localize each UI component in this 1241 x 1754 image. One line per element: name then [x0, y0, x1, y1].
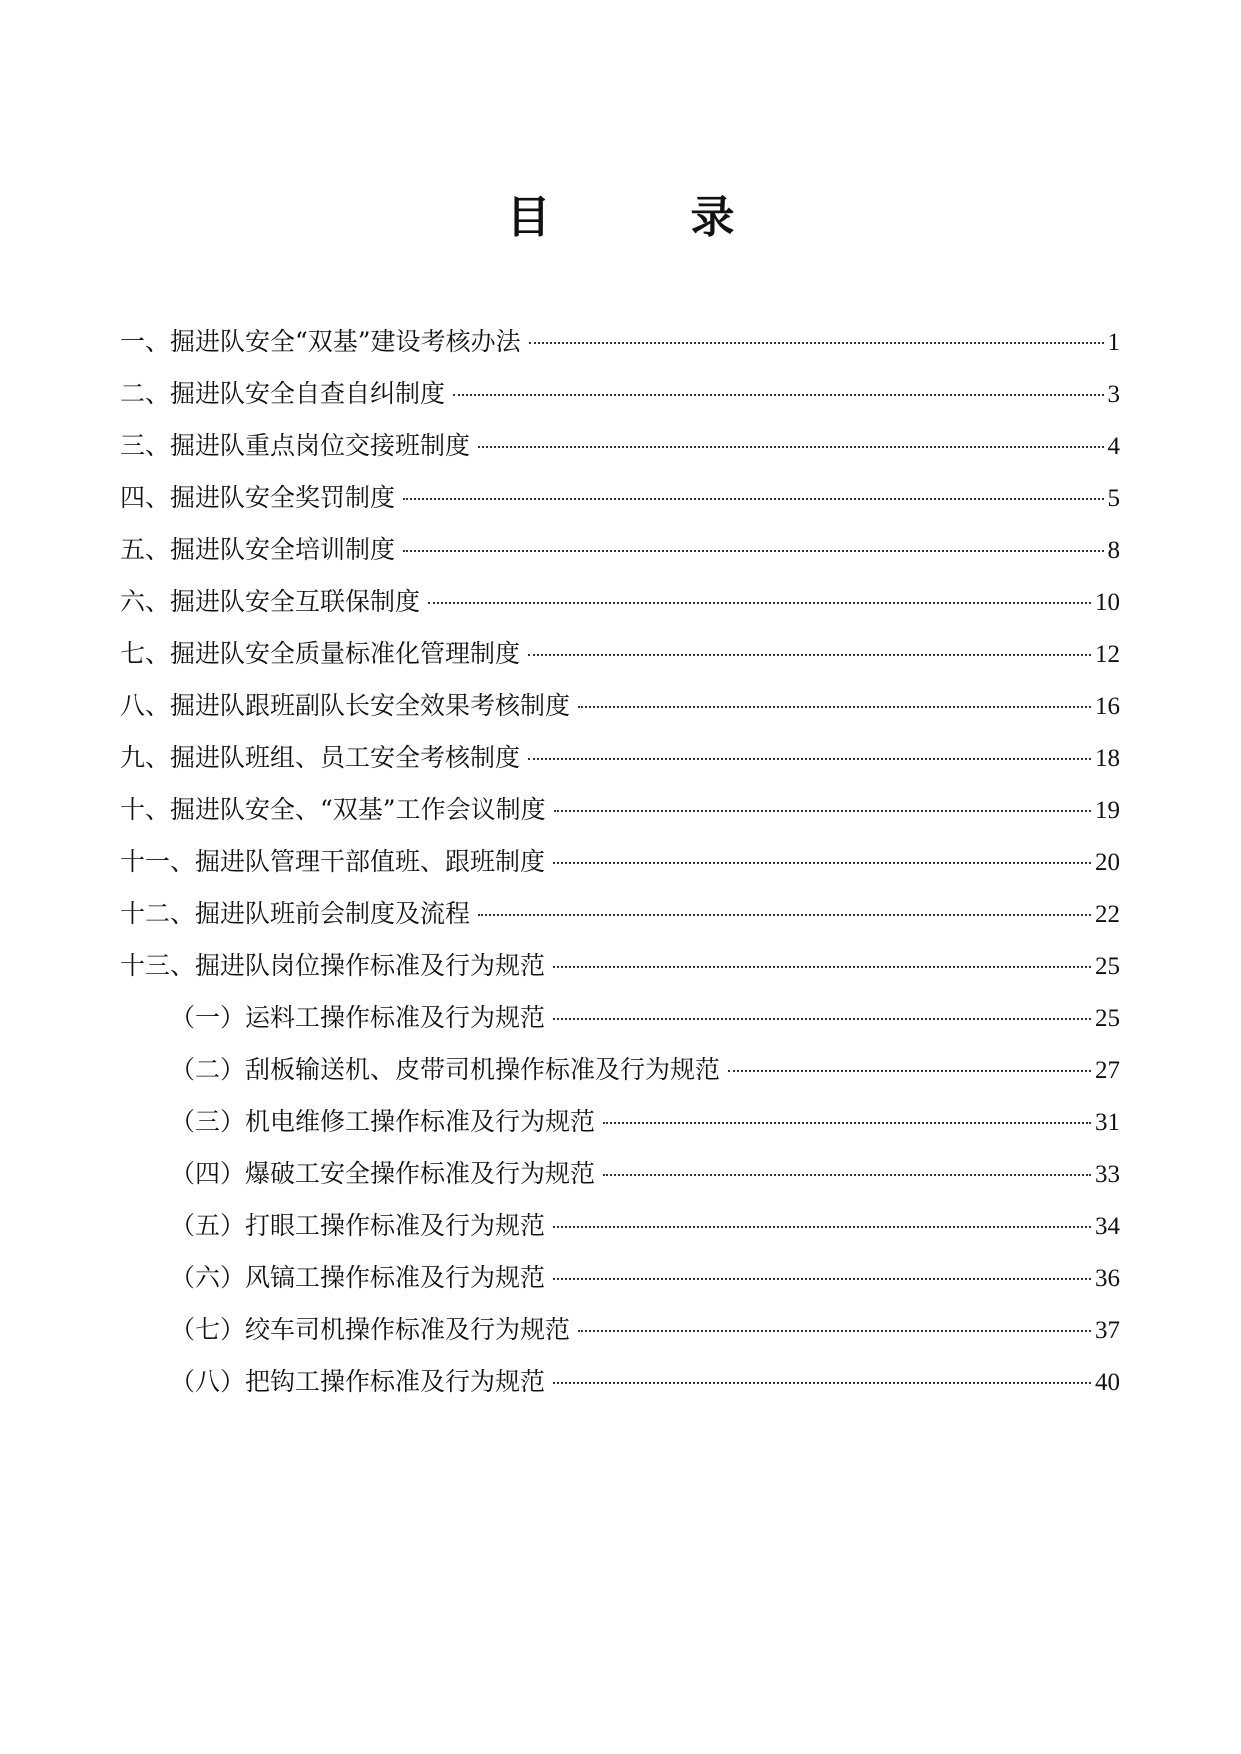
page-title: 目 录	[506, 192, 783, 243]
toc-entry-label: 二、掘进队安全自查自纠制度	[120, 379, 446, 408]
toc-entry-label: 三、掘进队重点岗位交接班制度	[120, 431, 471, 460]
dot-leader	[553, 1226, 1091, 1228]
toc-entry-page-number: 10	[1095, 589, 1120, 616]
toc-entry[interactable]	[120, 992, 1120, 1044]
toc-entry-page-number: 25	[1095, 953, 1120, 980]
toc-entry[interactable]	[120, 1096, 1120, 1148]
toc-entry[interactable]	[120, 1200, 1120, 1252]
dot-leader	[553, 862, 1091, 864]
dot-leader	[603, 1122, 1091, 1124]
toc-entry-label: 七、掘进队安全质量标准化管理制度	[120, 639, 521, 668]
dot-leader	[403, 550, 1103, 552]
toc-entry[interactable]	[120, 316, 1120, 368]
toc-entry-label: （二）刮板输送机、皮带司机操作标准及行为规范	[170, 1055, 721, 1084]
toc-entry-page-number: 25	[1095, 1005, 1120, 1032]
toc-entry[interactable]	[120, 888, 1120, 940]
dot-leader	[529, 342, 1104, 344]
dot-leader	[528, 654, 1091, 656]
toc-entry-page-number: 3	[1107, 381, 1120, 408]
toc-entry-page-number: 8	[1107, 537, 1120, 564]
dot-leader	[554, 810, 1091, 812]
toc-entry-label: 八、掘进队跟班副队长安全效果考核制度	[120, 691, 571, 720]
toc-entry-label: 十一、掘进队管理干部值班、跟班制度	[120, 847, 546, 876]
toc-entry-page-number: 37	[1095, 1317, 1120, 1344]
toc-entry[interactable]	[120, 472, 1120, 524]
toc-entry-label: （八）把钩工操作标准及行为规范	[170, 1367, 546, 1396]
toc-entry-page-number: 22	[1095, 901, 1120, 928]
toc-entry[interactable]	[120, 576, 1120, 628]
toc-entry[interactable]	[120, 1356, 1120, 1408]
dot-leader	[553, 1018, 1091, 1020]
toc-entry[interactable]	[120, 940, 1120, 992]
toc-entry-page-number: 19	[1095, 797, 1120, 824]
toc-entry[interactable]	[120, 1304, 1120, 1356]
toc-entry[interactable]	[120, 1044, 1120, 1096]
toc-entry-page-number: 33	[1095, 1161, 1120, 1188]
dot-leader	[403, 498, 1103, 500]
toc-entry[interactable]	[120, 628, 1120, 680]
toc-entry-label: 十二、掘进队班前会制度及流程	[120, 899, 471, 928]
toc-entry[interactable]	[120, 732, 1120, 784]
toc-entry[interactable]	[120, 784, 1120, 836]
toc-entry-page-number: 36	[1095, 1265, 1120, 1292]
table-of-contents	[120, 316, 1120, 1408]
toc-entry-page-number: 5	[1107, 485, 1120, 512]
toc-entry-page-number: 31	[1095, 1109, 1120, 1136]
toc-entry[interactable]	[120, 836, 1120, 888]
toc-entry-page-number: 1	[1107, 329, 1120, 356]
toc-entry-label: （五）打眼工操作标准及行为规范	[170, 1211, 546, 1240]
dot-leader	[728, 1070, 1091, 1072]
toc-entry-label: 一、掘进队安全“双基”建设考核办法	[120, 327, 521, 356]
toc-entry-label: （一）运料工操作标准及行为规范	[170, 1003, 546, 1032]
toc-entry[interactable]	[120, 1148, 1120, 1200]
toc-entry-page-number: 4	[1107, 433, 1120, 460]
dot-leader	[478, 446, 1103, 448]
toc-entry-page-number: 12	[1095, 641, 1120, 668]
dot-leader	[578, 706, 1091, 708]
dot-leader	[553, 1382, 1091, 1384]
toc-entry-label: 五、掘进队安全培训制度	[120, 535, 396, 564]
toc-entry-label: （四）爆破工安全操作标准及行为规范	[170, 1159, 596, 1188]
toc-entry-page-number: 20	[1095, 849, 1120, 876]
toc-entry-page-number: 27	[1095, 1057, 1120, 1084]
dot-leader	[603, 1174, 1091, 1176]
dot-leader	[578, 1330, 1091, 1332]
toc-entry-label: （六）风镐工操作标准及行为规范	[170, 1263, 546, 1292]
toc-entry-label: （三）机电维修工操作标准及行为规范	[170, 1107, 596, 1136]
dot-leader	[478, 914, 1091, 916]
toc-entry-label: （七）绞车司机操作标准及行为规范	[170, 1315, 571, 1344]
toc-entry-label: 九、掘进队班组、员工安全考核制度	[120, 743, 521, 772]
toc-entry-page-number: 40	[1095, 1369, 1120, 1396]
toc-entry[interactable]	[120, 1252, 1120, 1304]
dot-leader	[453, 394, 1103, 396]
toc-entry-label: 四、掘进队安全奖罚制度	[120, 483, 396, 512]
toc-entry[interactable]	[120, 680, 1120, 732]
dot-leader	[553, 966, 1091, 968]
toc-entry-page-number: 34	[1095, 1213, 1120, 1240]
dot-leader	[528, 758, 1091, 760]
toc-entry-page-number: 16	[1095, 693, 1120, 720]
toc-entry[interactable]	[120, 420, 1120, 472]
toc-entry-label: 十三、掘进队岗位操作标准及行为规范	[120, 951, 546, 980]
toc-entry[interactable]	[120, 368, 1120, 420]
dot-leader	[553, 1278, 1091, 1280]
toc-entry[interactable]	[120, 524, 1120, 576]
dot-leader	[428, 602, 1091, 604]
toc-entry-label: 十、掘进队安全、“双基”工作会议制度	[120, 795, 546, 824]
toc-entry-label: 六、掘进队安全互联保制度	[120, 587, 421, 616]
toc-entry-page-number: 18	[1095, 745, 1120, 772]
